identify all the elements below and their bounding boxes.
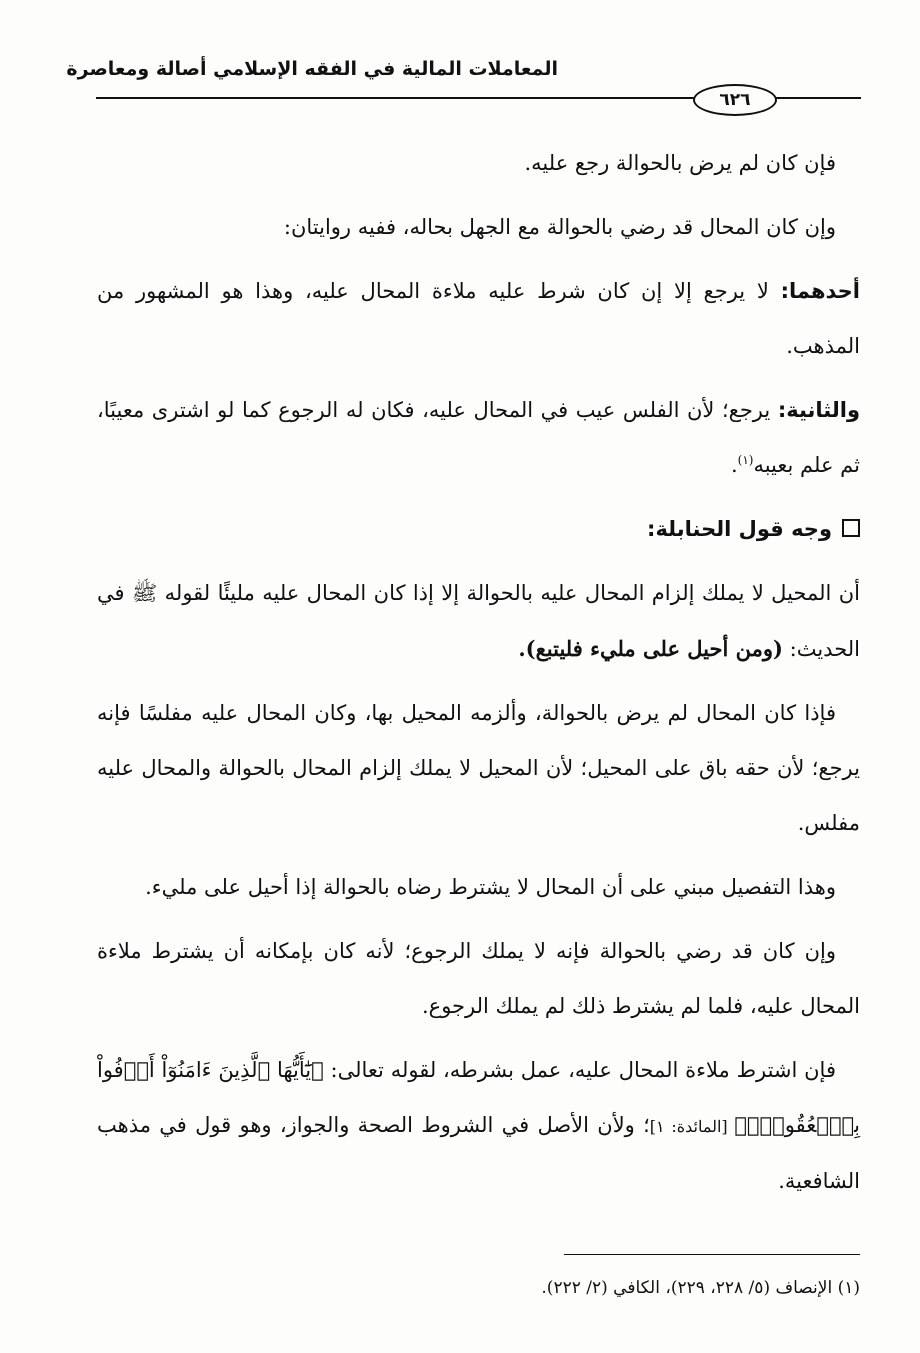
- verse-reference: [المائدة: ١]: [649, 1117, 735, 1136]
- footnote: (١) الإنصاف (٥/ ٢٢٨، ٢٢٩)، الكافي (٢/ ٢٢٢).: [541, 1278, 860, 1298]
- paragraph: [97, 383, 860, 493]
- paragraph: وإن كان قد رضي بالحوالة فإنه لا يملك الرجوع؛ لأنه كان بإمكانه أن يشترط ملاءة المحال عليه، فلما لم يشترط ذلك لم يملك الرجوع.: [97, 939, 860, 1018]
- paragraph-text: يرجع؛ لأن الفلس عيب في المحال عليه، فكان له الرجوع كما لو اشترى معيبًا، ثم علم بعيبه: [97, 398, 860, 477]
- paragraph-text: أن المحيل لا يملك إلزام المحال عليه بالحوالة إلا إذا كان المحال عليه مليئًا لقوله ﷺ في الحديث:: [97, 581, 860, 661]
- paragraph: [97, 566, 860, 677]
- paragraph-text: لا يرجع إلا إن كان شرط عليه ملاءة المحال عليه، وهذا هو المشهور من المذهب.: [97, 279, 860, 358]
- body-text: [97, 136, 860, 1218]
- paragraph-lead: والثانية:: [777, 398, 860, 422]
- square-bullet-icon: [842, 519, 860, 537]
- footnote-separator: [564, 1254, 860, 1255]
- section-heading: [97, 502, 860, 557]
- paragraph-text: ؛ ولأن الأصل في الشروط الصحة والجواز، وهو قول في مذهب الشافعية.: [97, 1113, 860, 1193]
- paragraph: وهذا التفصيل مبني على أن المحال لا يشترط رضاه بالحوالة إذا أحيل على مليء.: [145, 875, 836, 899]
- hadith-quote: (ومن أحيل على مليء فليتبع).: [518, 636, 783, 661]
- paragraph: فإذا كان المحال لم يرض بالحوالة، وألزمه المحيل بها، وكان المحال عليه مفلسًا فإنه يرجع؛ لأن حقه باق على المحيل؛ لأن المحيل لا يملك إلزام المحال بالحوالة والمحال عليه مفلس.: [97, 701, 860, 835]
- paragraph: فإن كان لم يرض بالحوالة رجع عليه.: [524, 151, 836, 175]
- paragraph: [97, 264, 860, 374]
- paragraph-end: .: [730, 453, 738, 477]
- paragraph-text: فإن اشترط ملاءة المحال عليه، عمل بشرطه، لقوله تعالى:: [323, 1058, 836, 1082]
- running-header-title: المعاملات المالية في الفقه الإسلامي أصالة ومعاصرة: [66, 58, 558, 80]
- quran-verse: ﴿يَٰٓأَيُّهَا ٱلَّذِينَ ءَامَنُوٓاْ أَوۡفُواْ بِٱلۡعُقُودِۚ﴾: [97, 1058, 860, 1137]
- paragraph: [97, 1043, 860, 1209]
- section-heading-text: وجه قول الحنابلة:: [647, 517, 832, 541]
- page-number: ٦٢٦: [693, 84, 777, 116]
- paragraph-lead: أحدهما:: [780, 279, 860, 303]
- footnote-reference: (١): [737, 453, 754, 467]
- paragraph: وإن كان المحال قد رضي بالحوالة مع الجهل بحاله، ففيه روايتان:: [283, 215, 836, 239]
